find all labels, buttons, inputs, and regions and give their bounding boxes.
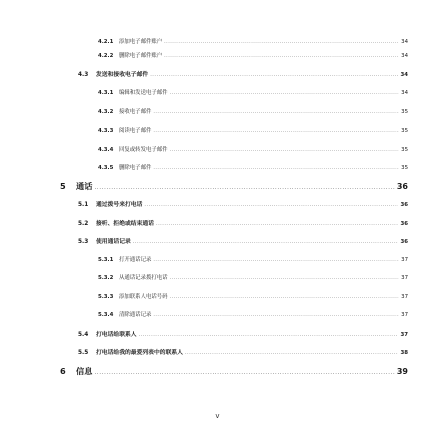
toc-entry-page-number: 36 <box>400 239 408 245</box>
dot-leader <box>153 110 399 115</box>
toc-entry-page-number: 35 <box>401 165 408 171</box>
toc-entry-number: 4.3.4 <box>98 147 114 153</box>
dot-leader <box>139 332 399 338</box>
toc-entry-title: 接收电子邮件 <box>119 109 152 115</box>
toc-entry-number: 5.1 <box>78 202 89 208</box>
dot-leader <box>170 276 400 281</box>
toc-entry-page-number: 37 <box>401 294 408 300</box>
toc-entry-number: 5.3 <box>78 239 89 245</box>
toc-entry-title: 通过拨号来打电话 <box>96 202 143 208</box>
toc-entry-number: 5.3.1 <box>98 257 114 263</box>
toc-entry-number: 4.3.1 <box>98 90 114 96</box>
dot-leader <box>164 54 399 59</box>
toc-entry-page-number: 39 <box>396 367 408 376</box>
toc-entry[interactable] <box>98 163 408 171</box>
toc-entry-title: 删除电子邮件账户 <box>119 53 163 59</box>
toc-entry-number: 5.2 <box>78 221 89 227</box>
toc-entry-page-number: 35 <box>401 147 408 153</box>
toc-entry-title: 使用通话记录 <box>96 239 131 245</box>
toc-entry-title: 添加联系人电话号码 <box>119 294 168 300</box>
toc-entry-title: 回复或转发电子邮件 <box>119 147 168 153</box>
toc-entry[interactable] <box>60 181 408 192</box>
toc-entry-number: 4.2.1 <box>98 39 114 45</box>
dot-leader <box>164 40 399 45</box>
dot-leader <box>153 313 399 318</box>
toc-entry-page-number: 34 <box>401 39 408 45</box>
dot-leader <box>153 166 399 171</box>
toc-entry-number: 4.3.5 <box>98 165 114 171</box>
toc-entry-title: 信息 <box>76 366 93 376</box>
toc-entry[interactable] <box>98 310 408 318</box>
toc-entry-number: 4.3.3 <box>98 128 114 134</box>
toc-entry-page-number: 36 <box>396 182 408 191</box>
toc-entry[interactable] <box>98 88 408 96</box>
toc-entry-page-number: 37 <box>401 257 408 263</box>
dot-leader <box>153 129 399 134</box>
toc-entry[interactable] <box>78 236 408 245</box>
toc-entry[interactable] <box>98 51 408 59</box>
toc-entry-title: 清除通话记录 <box>119 312 152 318</box>
toc-entry-page-number: 34 <box>401 90 408 96</box>
toc-entry-number: 5.3.4 <box>98 312 114 318</box>
toc-entry[interactable] <box>98 37 408 45</box>
toc-entry-page-number: 37 <box>401 312 408 318</box>
dot-leader <box>185 350 399 356</box>
toc-entry[interactable] <box>98 107 408 115</box>
dot-leader <box>170 91 400 96</box>
toc-entry[interactable] <box>78 347 408 356</box>
dot-leader <box>144 202 398 208</box>
toc-entry-title: 打电话给联系人 <box>96 332 137 338</box>
toc-entry-page-number: 37 <box>401 275 408 281</box>
toc-entry-number: 5.4 <box>78 332 89 338</box>
toc-entry[interactable] <box>98 126 408 134</box>
toc-entry-number: 6 <box>60 366 66 376</box>
toc-entry-page-number: 34 <box>400 72 408 78</box>
toc-entry[interactable] <box>98 255 408 263</box>
toc-entry-number: 4.2.2 <box>98 53 114 59</box>
toc-entry-title: 添加电子邮件账户 <box>119 39 163 45</box>
toc-entry-title: 阅读电子邮件 <box>119 128 152 134</box>
toc-entry-number: 5.3.2 <box>98 275 114 281</box>
toc-entry-number: 5 <box>60 181 66 191</box>
toc-entry-title: 发送和接收电子邮件 <box>96 72 149 78</box>
toc-entry[interactable] <box>78 329 408 338</box>
toc-entry[interactable] <box>98 292 408 300</box>
dot-leader <box>170 148 400 153</box>
toc-entry-page-number: 36 <box>400 221 408 227</box>
toc-entry-number: 5.3.3 <box>98 294 114 300</box>
toc-entry-page-number: 38 <box>400 350 408 356</box>
toc-entry[interactable] <box>98 273 408 281</box>
toc-entry-title: 打开通话记录 <box>119 257 152 263</box>
toc-entry[interactable] <box>98 145 408 153</box>
dot-leader <box>153 258 399 263</box>
toc-entry-page-number: 36 <box>400 202 408 208</box>
toc-entry[interactable] <box>78 69 408 78</box>
dot-leader <box>150 72 398 78</box>
toc-entry-title: 接听、拒绝或结束通话 <box>96 221 154 227</box>
toc-entry-title: 编辑和发送电子邮件 <box>119 90 168 96</box>
dot-leader <box>170 295 400 300</box>
toc-entry-title: 删除电子邮件 <box>119 165 152 171</box>
toc-entry-title: 从通话记录拨打电话 <box>119 275 168 281</box>
page-folio: v <box>215 412 220 420</box>
toc-entry-page-number: 34 <box>401 53 408 59</box>
dot-leader <box>133 239 399 245</box>
toc-entry-number: 4.3.2 <box>98 109 114 115</box>
toc-entry[interactable] <box>78 218 408 227</box>
toc-entry[interactable] <box>78 199 408 208</box>
toc-entry-title: 通话 <box>76 181 93 191</box>
toc-entry-page-number: 35 <box>401 128 408 134</box>
toc-entry-number: 5.5 <box>78 350 89 356</box>
dot-leader <box>156 221 399 227</box>
toc-entry-page-number: 37 <box>400 332 408 338</box>
toc-entry-page-number: 35 <box>401 109 408 115</box>
dot-leader <box>94 184 394 191</box>
toc-entry-title: 打电话给我的最爱列表中的联系人 <box>96 350 183 356</box>
dot-leader <box>94 369 394 376</box>
toc-entry-number: 4.3 <box>78 72 89 78</box>
toc-entry[interactable] <box>60 366 408 377</box>
